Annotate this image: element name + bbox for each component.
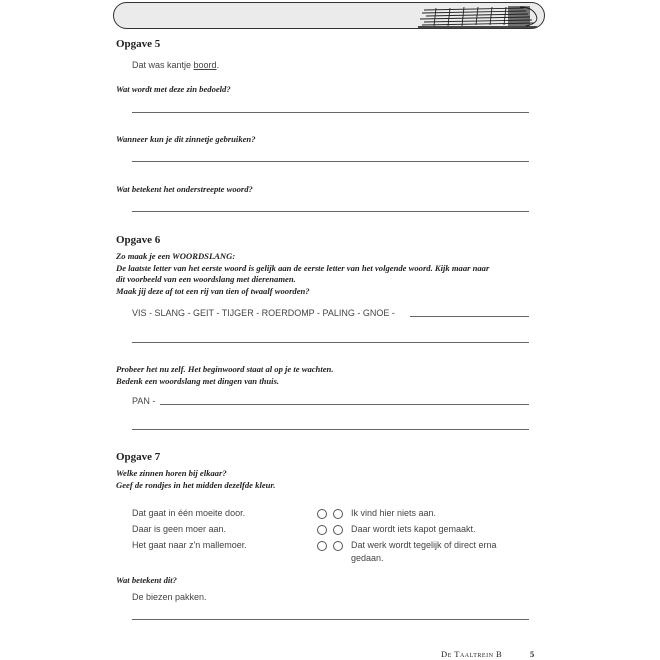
- opgave7-phrase: De biezen pakken.: [132, 592, 207, 602]
- opgave7-instructions: [116, 468, 275, 491]
- right-sentence-2: Daar wordt iets kapot gemaakt.: [351, 524, 476, 534]
- color-circle-right-2[interactable]: [333, 525, 343, 535]
- opgave6-heading: Opgave 6: [116, 234, 161, 246]
- answer-line[interactable]: [410, 316, 529, 317]
- opgave5-question-3: Wat betekent het onderstreepte woord?: [116, 184, 253, 194]
- header-banner: [113, 2, 545, 29]
- answer-line[interactable]: [132, 342, 529, 343]
- instruction-line: dit voorbeeld van een woordslang met dierenamen.: [116, 274, 296, 285]
- woordslang-start-word: PAN -: [132, 396, 156, 406]
- opgave5-heading: Opgave 5: [116, 38, 161, 50]
- answer-line[interactable]: [132, 161, 529, 162]
- footer-book-title: De Taaltrein B: [441, 649, 503, 659]
- color-circle-left-3[interactable]: [317, 541, 327, 551]
- opgave5-question-2: Wanneer kun je dit zinnetje gebruiken?: [116, 134, 256, 144]
- sentence-suffix: .: [216, 60, 220, 70]
- answer-line[interactable]: [132, 211, 529, 212]
- instruction-line: Probeer het nu zelf. Het beginwoord staat al op je te wachten.: [116, 364, 334, 374]
- opgave6-instructions-2: [116, 364, 333, 387]
- left-sentence-2: Daar is geen moer aan.: [132, 524, 227, 534]
- instruction-line: Maak jij deze af tot een rij van tien of twaalf woorden?: [116, 285, 310, 296]
- woordslang-example: VIS - SLANG - GEIT - TIJGER - ROERDOMP - PALING - GNOE -: [132, 308, 395, 318]
- sentence-underlined-word: boord: [193, 60, 217, 70]
- opgave5-question-1: Wat wordt met deze zin bedoeld?: [116, 84, 231, 94]
- opgave7-question: Wat betekent dit?: [116, 575, 177, 585]
- left-sentence-1: Dat gaat in één moeite door.: [132, 508, 246, 518]
- color-circle-right-3[interactable]: [333, 541, 343, 551]
- instruction-line: Welke zinnen horen bij elkaar?: [116, 468, 227, 478]
- opgave6-instructions: [116, 251, 546, 297]
- instruction-line: Bedenk een woordslang met dingen van thuis.: [116, 375, 280, 386]
- right-sentence-3: Dat werk wordt tegelijk of direct erna gedaan.: [351, 540, 497, 563]
- instruction-line: Zo maak je een WOORDSLANG:: [116, 251, 236, 261]
- color-circle-right-1[interactable]: [333, 509, 343, 519]
- opgave5-sentence: [132, 60, 219, 70]
- answer-line[interactable]: [132, 112, 529, 113]
- page-number: 5: [530, 649, 535, 659]
- right-sentence-1: Ik vind hier niets aan.: [351, 508, 437, 518]
- answer-line[interactable]: [132, 429, 529, 430]
- answer-line[interactable]: [160, 404, 529, 405]
- sentence-prefix: Dat was kantje: [132, 60, 194, 70]
- instruction-line: De laatste letter van het eerste woord is gelijk aan de eerste letter van het volgende woord. Kijk maar naar: [116, 262, 490, 273]
- color-circle-left-2[interactable]: [317, 525, 327, 535]
- train-illustration-icon: [416, 3, 544, 29]
- instruction-line: Geef de rondjes in het midden dezelfde kleur.: [116, 479, 276, 490]
- left-sentence-3: Het gaat naar z'n mallemoer.: [132, 540, 247, 550]
- answer-line[interactable]: [132, 619, 529, 620]
- color-circle-left-1[interactable]: [317, 509, 327, 519]
- opgave7-heading: Opgave 7: [116, 451, 161, 463]
